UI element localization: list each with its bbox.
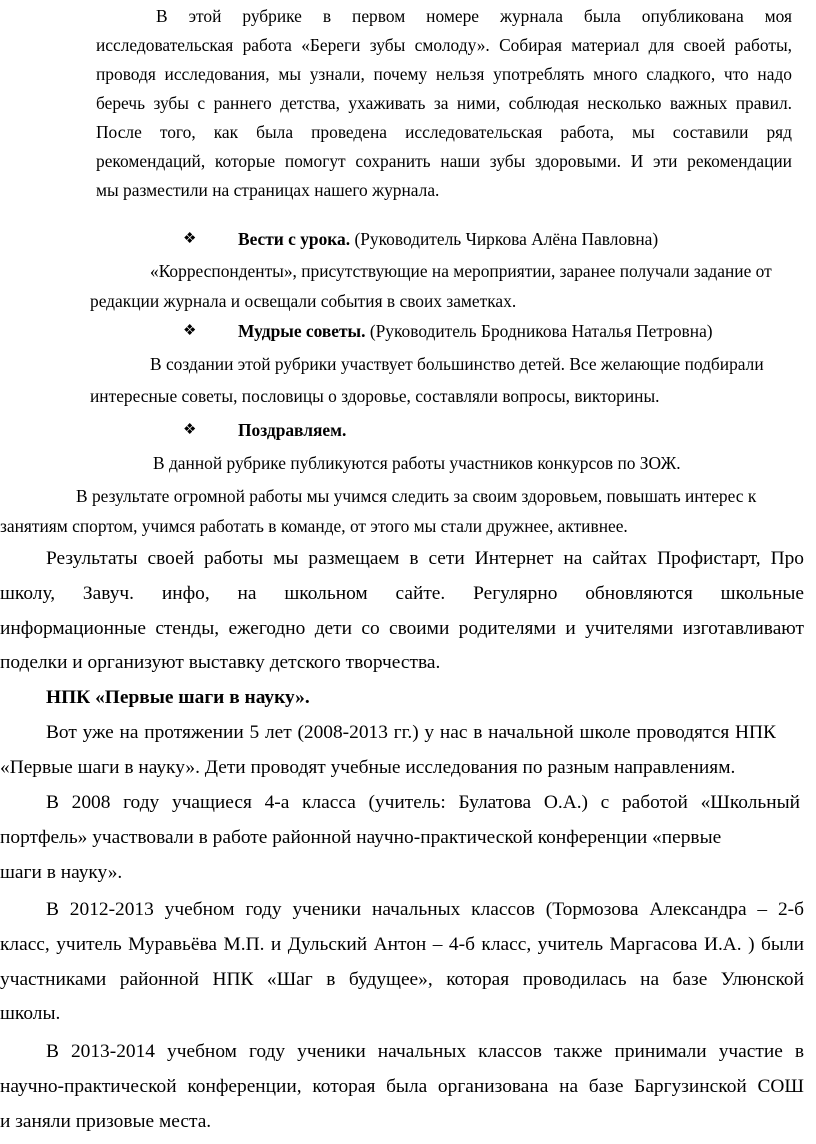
text-line: беречь зубы с раннего детства, ухаживать за ними, соблюдая несколько важных правил.: [96, 93, 792, 113]
text-line: участниками районной НПК «Шаг в будущее», которая проводилась на базе Улюнской: [0, 968, 804, 990]
npk-paragraph-2: [0, 786, 800, 890]
text-line: и заняли призовые места.: [0, 1110, 212, 1132]
text-line: редакции журнала и освещали события в своих заметках.: [90, 291, 517, 311]
rubric-title: Вести с урока.: [238, 229, 351, 249]
rubric-title: Поздравляем.: [238, 420, 347, 440]
npk-paragraph-4: [0, 1035, 804, 1139]
section-heading-npk: НПК «Первые шаги в науку».: [46, 687, 310, 708]
npk-paragraph-3: [0, 893, 804, 1032]
text-line: Результаты своей работы мы размещаем в сети Интернет на сайтах Профистарт, Про: [46, 548, 804, 569]
rubric-leader: (Руководитель Бродникова Наталья Петровна): [365, 321, 713, 341]
text-line: «Корреспонденты», присутствующие на мероприятии, заранее получали задание от: [150, 261, 772, 281]
text-line: научно-практической конференции, которая была организована на базе Баргузинской СОШ: [0, 1075, 804, 1097]
text-line: занятиям спортом, учимся работать в команде, от этого мы стали дружнее, активнее.: [0, 516, 628, 536]
text-line: шаги в науку».: [0, 861, 123, 883]
text-line: В 2008 году учащиеся 4-а класса (учитель: Булатова О.А.) с работой «Школьный: [46, 792, 800, 813]
text-line: После того, как была проведена исследовательская работа, мы составили ряд: [96, 122, 792, 142]
npk-paragraph-1: [0, 716, 776, 786]
results-paragraph: [0, 542, 804, 681]
text-line: мы разместили на страницах нашего журнала.: [96, 180, 440, 200]
text-line: В этой рубрике в первом номере журнала была опубликована моя: [156, 6, 792, 26]
diamond-bullet-icon: ❖: [183, 231, 197, 247]
text-line: В результате огромной работы мы учимся следить за своим здоровьем, повышать интерес к: [76, 486, 757, 506]
text-line: информационные стенды, ежегодно дети со своими родителями и учителями изготавливают: [0, 617, 804, 639]
text-line: портфель» участвовали в работе районной научно-практической конференции «первые: [0, 826, 722, 848]
text-line: В 2012-2013 учебном году ученики начальных классов (Тормозова Александра – 2-б: [46, 899, 804, 920]
text-line: класс, учитель Муравьёва М.П. и Дульский Антон – 4-б класс, учитель Маргасова И.А. ) были: [0, 933, 804, 955]
text-line: школы.: [0, 1003, 61, 1025]
text-line: «Первые шаги в науку». Дети проводят учебные исследования по разным направлениям.: [0, 756, 736, 778]
text-line: рекомендаций, которые помогут сохранить наши зубы здоровыми. И эти рекомендации: [96, 151, 792, 171]
text-line: интересные советы, пословицы о здоровье, составляли вопросы, викторины.: [90, 386, 660, 406]
text-line: поделки и организуют выставку детского творчества.: [0, 652, 441, 674]
text-line: В данной рубрике публикуются работы участников конкурсов по ЗОЖ.: [153, 453, 681, 473]
diamond-bullet-icon: ❖: [183, 422, 197, 438]
text-line: В создании этой рубрики участвует большинство детей. Все желающие подбирали: [150, 354, 764, 374]
rubric-title: Мудрые советы.: [238, 321, 366, 341]
text-line: проводя исследования, мы узнали, почему нельзя употреблять много сладкого, что надо: [96, 64, 792, 84]
text-line: исследовательская работа «Береги зубы смолоду». Собирая материал для своей работы,: [96, 35, 792, 55]
rubric-leader: (Руководитель Чиркова Алёна Павловна): [350, 229, 659, 249]
intro-paragraph: [96, 2, 792, 205]
text-line: школу, Завуч. инфо, на школьном сайте. Регулярно обновляются школьные: [0, 582, 804, 604]
text-line: В 2013-2014 учебном году ученики начальных классов также принимали участие в: [46, 1041, 804, 1062]
diamond-bullet-icon: ❖: [183, 323, 197, 339]
text-line: Вот уже на протяжении 5 лет (2008-2013 гг.) у нас в начальной школе проводятся НПК: [46, 722, 776, 743]
